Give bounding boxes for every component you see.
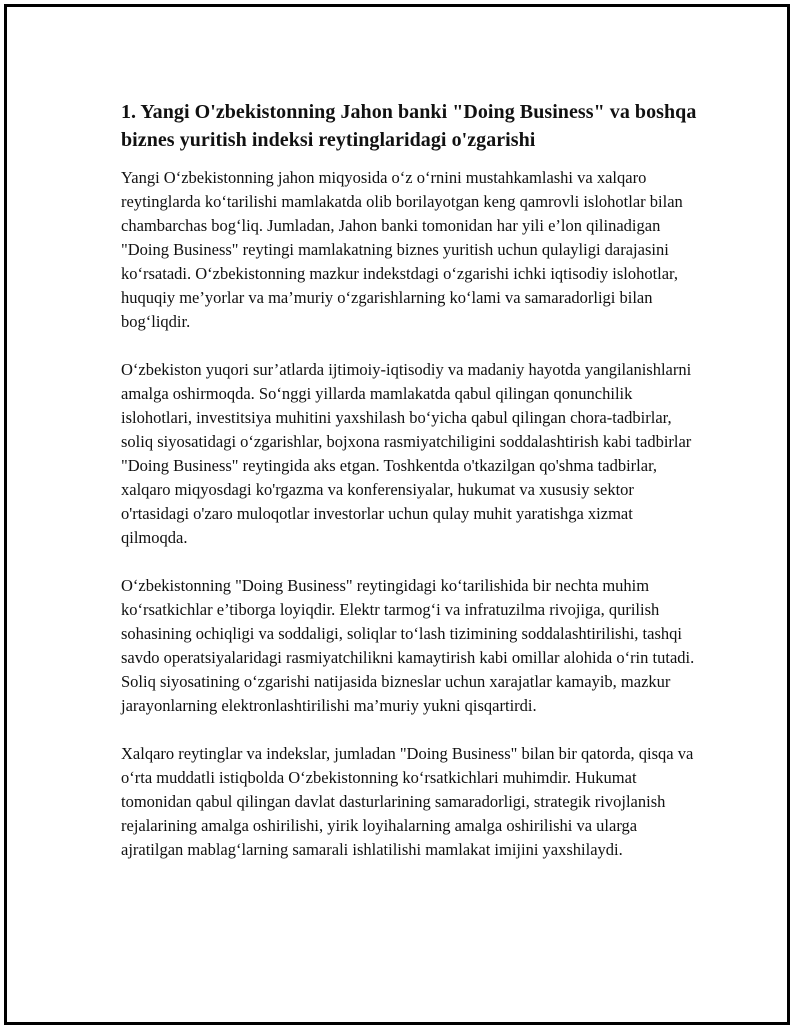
paragraph-4: Xalqaro reytinglar va indekslar, jumladan "Doing Business" bilan bir qatorda, qisqa va o‘rta muddatli istiqbolda O‘zbekistonning ko‘rsatkichlari muhimdir. Hukumat tomonidan qabul qilingan davlat dasturlarining samaradorligi, strategik rivojlanish rejalarining amalga oshirilishi, yirik loyihalarning amalga oshirilishi va ularga ajratilgan mablag‘larning samarali ishlatilishi mamlakat imijini yaxshilaydi. bbox=[121, 744, 694, 859]
document-body bbox=[121, 98, 701, 886]
document-page bbox=[4, 4, 790, 1025]
paragraph-1: Yangi O‘zbekistonning jahon miqyosida o‘z o‘rnini mustahkamlashi va xalqaro reytinglarda ko‘tarilishi mamlakatda olib borilayotgan keng qamrovli islohotlar bilan chambarchas bog‘liq. Jumladan, Jahon banki tomonidan har yili e’lon qilinadigan "Doing Business" reytingi mamlakatning biznes yuritish uchun qulayligi darajasini ko‘rsatadi. O‘zbekistonning mazkur indekstdagi o‘zgarishi ichki iqtisodiy islohotlar, huquqiy me’yorlar va ma’muriy o‘zgarishlarning ko‘lami va samaradorligi bilan bog‘liqdir. bbox=[121, 168, 683, 331]
paragraph-2: O‘zbekiston yuqori sur’atlarda ijtimoiy-iqtisodiy va madaniy hayotda yangilanishlarni amalga oshirmoqda. So‘nggi yillarda mamlakatda qabul qilingan qonunchilik islohotlari, investitsiya muhitini yaxshilash bo‘yicha qabul qilingan chora-tadbirlar, soliq siyosatidagi o‘zgarishlar, bojxona rasmiyatchiligini soddalashtirish kabi tadbirlar "Doing Business" reytingida aks etgan. Toshkentda o'tkazilgan qo'shma tadbirlar, xalqaro miqyosdagi ko'rgazma va konferensiyalar, hukumat va xususiy sektor o'rtasidagi o'zaro muloqotlar investorlar uchun qulay muhit yaratishga xizmat qilmoqda. bbox=[121, 360, 692, 547]
section-heading: 1. Yangi O'zbekistonning Jahon banki "Doing Business" va boshqa biznes yuritish indeksi reytinglaridagi o'zgarishi bbox=[121, 101, 697, 151]
paragraph-3: O‘zbekistonning "Doing Business" reytingidagi ko‘tarilishida bir nechta muhim ko‘rsatkichlar e’tiborga loyiqdir. Elektr tarmog‘i va infratuzilma rivojiga, qurilish sohasining ochiqligi va soddaligi, soliqlar to‘lash tizimining soddalashtirilishi, tashqi savdo operatsiyalaridagi rasmiyatchilikni kamaytirish kabi omillar alohida o‘rin tutadi. Soliq siyosatining o‘zgarishi natijasida bizneslar uchun xarajatlar kamayib, mazkur jarayonlarning elektronlashtirilishi ma’muriy yukni qisqartirdi. bbox=[121, 576, 695, 715]
